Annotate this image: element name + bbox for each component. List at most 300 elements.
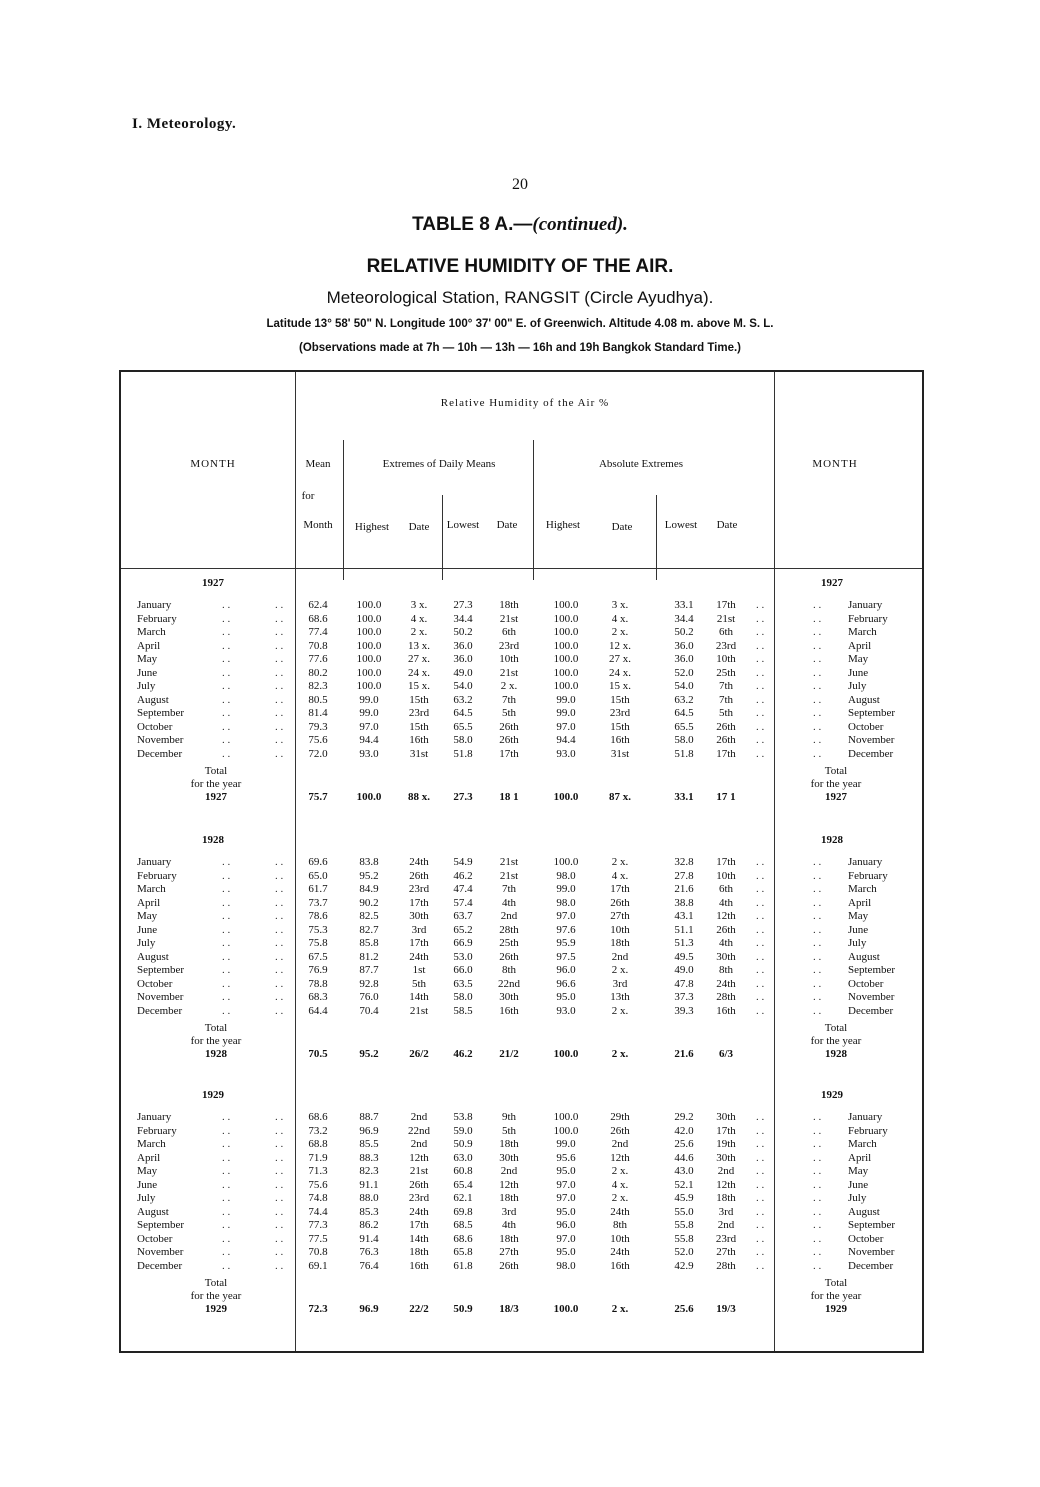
cell-extreme-lowest-date: 30th [499,1151,519,1164]
highest-header: Highest [354,521,390,533]
total-extreme-lowest-date: 18 1 [499,791,519,803]
cell-absolute-lowest-date: 30th [716,1151,736,1164]
dot-leader: . . [275,626,284,638]
cell-extreme-highest: 70.4 [359,1004,379,1017]
dot-leader: . . [756,612,765,625]
dot-leader: . . [756,626,765,638]
cell-extreme-highest-date: 5th [411,977,427,990]
cell-extreme-highest-date: 14th [409,1232,429,1245]
dot-leader: . . [222,1259,231,1272]
cell-absolute-lowest: 52.1 [674,1178,694,1191]
cell-absolute-lowest-date: 28th [716,1259,736,1272]
cell-absolute-highest-date: 12th [610,1151,630,1164]
cell-absolute-lowest: 58.0 [674,734,694,746]
cell-mean: 74.8 [308,1192,328,1204]
month-label-right: June [848,923,869,936]
dot-leader: . . [756,883,765,895]
cell-absolute-highest-date: 2 x. [611,1165,629,1177]
cell-absolute-lowest-date: 26th [716,923,736,936]
month-label: June [137,666,158,679]
dot-leader: . . [813,666,822,679]
month-label: January [137,599,172,611]
dot-leader: . . [756,747,765,760]
cell-extreme-highest: 97.0 [359,720,379,733]
month-label-right: October [848,1232,884,1245]
group-header: Relative Humidity of the Air % [440,397,610,409]
cell-extreme-highest: 100.0 [356,680,382,692]
dot-leader: . . [275,1138,284,1150]
dot-leader: . . [275,923,284,936]
total-mean: 70.5 [308,1048,328,1060]
cell-absolute-lowest-date: 17th [716,1124,736,1137]
cell-absolute-highest-date: 10th [610,923,630,936]
month-label: February [137,869,177,882]
cell-extreme-highest-date: 4 x. [410,612,428,625]
total-year-right: 1928 [825,1048,847,1060]
cell-mean: 69.1 [308,1259,328,1272]
month-label-right: February [848,612,888,625]
total-label: Total [204,1277,228,1289]
cell-extreme-highest: 94.4 [359,734,379,746]
cell-absolute-lowest: 44.6 [674,1151,694,1164]
cell-absolute-lowest-date: 18th [716,1192,736,1204]
cell-absolute-highest-date: 26th [610,896,630,909]
dot-leader: . . [813,653,822,665]
dot-leader: . . [222,1205,231,1218]
month-label: September [137,964,185,976]
cell-extreme-lowest-date: 2nd [500,910,518,922]
month-label: May [137,910,158,922]
dot-leader: . . [756,1205,765,1218]
dot-leader: . . [222,1111,231,1123]
cell-mean: 77.3 [308,1219,328,1231]
month-label: November [137,991,184,1003]
cell-absolute-highest-date: 26th [610,1124,630,1137]
dot-leader: . . [222,599,231,611]
dot-leader: . . [275,950,284,963]
dot-leader: . . [275,910,284,922]
dot-leader: . . [275,1192,284,1204]
cell-absolute-highest: 99.0 [556,883,576,895]
cell-mean: 64.4 [308,1004,328,1017]
table-title [0,214,1040,236]
cell-extreme-lowest: 63.2 [453,693,473,706]
cell-extreme-highest-date: 17th [409,1219,429,1231]
cell-absolute-highest: 98.0 [556,896,576,909]
cell-extreme-lowest-date: 18th [499,1138,519,1150]
dot-leader: . . [813,923,822,936]
cell-extreme-lowest: 62.1 [453,1192,473,1204]
cell-extreme-lowest: 64.5 [453,707,473,719]
cell-extreme-highest: 90.2 [359,896,379,909]
cell-extreme-lowest-date: 21st [499,612,519,625]
dot-leader: . . [756,950,765,963]
dot-leader: . . [756,991,765,1003]
abs-highest-header: Highest [545,519,581,531]
cell-absolute-lowest-date: 17th [716,599,736,611]
dot-leader: . . [222,869,231,882]
cell-extreme-lowest: 49.0 [453,666,473,679]
cell-extreme-highest: 100.0 [356,626,382,638]
cell-absolute-lowest-date: 8th [718,964,734,976]
dot-leader: . . [813,1205,822,1218]
dot-leader: . . [222,1138,231,1150]
cell-extreme-lowest: 58.0 [453,734,473,746]
cell-absolute-lowest-date: 23rd [715,1232,737,1245]
cell-extreme-highest-date: 17th [409,937,429,949]
cell-absolute-highest-date: 2 x. [611,964,629,976]
cell-absolute-highest-date: 2 x. [611,856,629,868]
month-header-right: MONTH [812,458,858,470]
dot-leader: . . [756,964,765,976]
dot-leader: . . [222,1192,231,1204]
dot-leader: . . [756,653,765,665]
cell-absolute-lowest-date: 26th [716,734,736,746]
dot-leader: . . [756,937,765,949]
month-label-right: September [848,964,896,976]
month-label-right: April [848,1151,872,1164]
cell-extreme-highest-date: 22nd [408,1124,430,1137]
cell-extreme-highest-date: 2nd [410,1111,428,1123]
dot-leader: . . [813,1178,822,1191]
dot-leader: . . [756,1246,765,1258]
dot-leader: . . [222,896,231,909]
cell-absolute-highest-date: 12 x. [609,639,631,652]
cell-extreme-highest: 99.0 [359,707,379,719]
month-label-right: February [848,1124,888,1137]
cell-absolute-highest: 95.0 [556,1165,576,1177]
cell-absolute-lowest: 27.8 [674,869,694,882]
cell-extreme-highest-date: 21st [409,1004,429,1017]
year-heading-right: 1929 [821,1089,843,1101]
dot-leader: . . [813,964,822,976]
dot-leader: . . [275,883,284,895]
cell-absolute-lowest-date: 3rd [718,1205,734,1218]
cell-extreme-lowest: 36.0 [453,639,473,652]
cell-extreme-highest: 82.7 [359,923,379,936]
total-label-for-year: for the year [190,778,242,790]
cell-absolute-highest-date: 15th [610,720,630,733]
dot-leader: . . [222,910,231,922]
total-absolute-lowest-date: 6/3 [718,1048,734,1060]
dot-leader: . . [222,653,231,665]
month-label: September [137,1219,185,1231]
dot-leader: . . [756,896,765,909]
cell-absolute-lowest: 36.0 [674,653,694,665]
dot-leader: . . [222,1232,231,1245]
dot-leader: . . [756,599,765,611]
cell-extreme-lowest: 58.0 [453,991,473,1003]
abs-date2-header: Date [716,519,738,531]
cell-absolute-highest-date: 27th [610,910,630,922]
dot-leader: . . [756,1259,765,1272]
total-extreme-highest-date: 22/2 [409,1303,429,1315]
year-heading-left: 1929 [202,1089,224,1101]
cell-extreme-lowest: 46.2 [453,869,473,882]
cell-absolute-lowest-date: 30th [716,1111,736,1123]
cell-extreme-lowest-date: 16th [499,1004,519,1017]
cell-extreme-lowest-date: 18th [499,1232,519,1245]
cell-extreme-lowest-date: 28th [499,923,519,936]
month-label-right: January [848,599,883,611]
cell-extreme-lowest: 63.5 [453,977,473,990]
month-label-right: December [848,1259,894,1272]
cell-absolute-highest-date: 15th [610,693,630,706]
dot-leader: . . [275,747,284,760]
dot-leader: . . [756,720,765,733]
dot-leader: . . [222,856,231,868]
cell-absolute-highest-date: 24th [610,1246,630,1258]
month-label-right: December [848,747,894,760]
cell-extreme-highest: 91.1 [359,1178,379,1191]
page-number: 20 [512,176,528,193]
month-label: December [137,1004,183,1017]
cell-absolute-highest: 100.0 [553,1124,579,1137]
cell-absolute-highest-date: 3 x. [611,599,629,611]
total-label: Total [204,765,228,777]
dot-leader: . . [813,720,822,733]
dot-leader: . . [275,720,284,733]
cell-absolute-highest-date: 4 x. [611,1178,629,1191]
dot-leader: . . [813,1219,822,1231]
cell-extreme-highest: 93.0 [359,747,379,760]
cell-absolute-highest-date: 3rd [612,977,628,990]
month-label: July [137,937,156,949]
cell-extreme-highest-date: 21st [409,1165,429,1177]
location-line: Latitude 13° 58' 50" N. Longitude 100° 37' 00" E. of Greenwich. Altitude 4.08 m. above M. S. L. [266,318,774,330]
dot-leader: . . [813,626,822,638]
cell-extreme-highest-date: 24th [409,856,429,868]
dot-leader: . . [222,626,231,638]
dot-leader: . . [756,693,765,706]
cell-mean: 82.3 [308,680,328,692]
cell-mean: 80.2 [308,666,328,679]
cell-extreme-highest: 87.7 [359,964,379,976]
cell-extreme-lowest: 34.4 [453,612,473,625]
mean-header-2: for [301,490,315,502]
cell-absolute-highest: 94.4 [556,734,576,746]
total-extreme-lowest-date: 18/3 [499,1303,519,1315]
dot-leader: . . [222,883,231,895]
total-extreme-lowest-date: 21/2 [499,1048,519,1060]
total-extreme-highest-date: 88 x. [408,791,430,803]
dot-leader: . . [222,1151,231,1164]
dot-leader: . . [222,1246,231,1258]
dot-leader: . . [756,707,765,719]
cell-absolute-lowest-date: 2nd [717,1165,735,1177]
cell-absolute-highest: 100.0 [553,856,579,868]
dot-leader: . . [222,937,231,949]
dot-leader: . . [813,1124,822,1137]
cell-absolute-highest: 97.0 [556,910,576,922]
cell-absolute-lowest: 51.8 [674,747,694,760]
cell-absolute-lowest-date: 12th [716,910,736,922]
total-absolute-highest: 100.0 [553,791,579,803]
dot-leader: . . [222,747,231,760]
dot-leader: . . [813,937,822,949]
month-label-right: January [848,856,883,868]
month-label: August [137,693,169,706]
dot-leader: . . [275,869,284,882]
dot-leader: . . [222,666,231,679]
month-label-right: June [848,666,869,679]
cell-extreme-lowest-date: 2 x. [500,680,518,692]
month-label: February [137,612,177,625]
cell-extreme-lowest-date: 17th [499,747,519,760]
cell-extreme-highest-date: 24 x. [408,666,430,679]
month-label-right: March [848,883,877,895]
dot-leader: . . [813,639,822,652]
dot-leader: . . [275,693,284,706]
total-absolute-lowest: 21.6 [674,1048,694,1060]
month-label-right: November [848,991,895,1003]
month-label: March [137,1138,166,1150]
cell-mean: 80.5 [308,693,328,706]
cell-mean: 68.6 [308,612,328,625]
month-label: September [137,707,185,719]
cell-mean: 69.6 [308,856,328,868]
month-label-right: October [848,977,884,990]
cell-absolute-highest-date: 16th [610,734,630,746]
cell-extreme-highest-date: 16th [409,1259,429,1272]
total-label-right: Total [824,765,848,777]
cell-extreme-lowest-date: 2nd [500,1165,518,1177]
cell-extreme-highest-date: 31st [409,747,429,760]
dot-leader: . . [275,1124,284,1137]
dot-leader: . . [275,896,284,909]
cell-extreme-highest-date: 14th [409,991,429,1003]
cell-extreme-highest: 96.9 [359,1124,379,1137]
cell-absolute-highest-date: 8th [612,1219,628,1231]
dot-leader: . . [275,856,284,868]
dot-leader: . . [222,991,231,1003]
cell-extreme-highest: 82.3 [359,1165,379,1177]
cell-mean: 81.4 [308,707,328,719]
cell-extreme-lowest: 68.5 [453,1219,473,1231]
cell-absolute-lowest: 34.4 [674,612,694,625]
cell-extreme-highest-date: 13 x. [408,639,430,652]
dot-leader: . . [222,1165,231,1177]
cell-absolute-highest: 100.0 [553,599,579,611]
dot-leader: . . [222,1004,231,1017]
cell-absolute-highest-date: 15 x. [609,680,631,692]
cell-extreme-lowest: 27.3 [453,599,473,611]
dot-leader: . . [222,1178,231,1191]
dot-leader: . . [275,1165,284,1177]
cell-absolute-lowest: 39.3 [674,1004,694,1017]
cell-absolute-lowest-date: 26th [716,720,736,733]
cell-extreme-lowest-date: 22nd [498,977,520,990]
dot-leader: . . [222,612,231,625]
cell-extreme-highest-date: 23rd [408,1192,430,1204]
dot-leader: . . [756,1165,765,1177]
cell-absolute-lowest: 65.5 [674,720,694,733]
month-label-right: September [848,1219,896,1231]
cell-mean: 74.4 [308,1205,328,1218]
absolute-extremes-header: Absolute Extremes [598,458,684,470]
dot-leader: . . [813,1111,822,1123]
cell-extreme-lowest-date: 26th [499,720,519,733]
cell-absolute-highest-date: 10th [610,1232,630,1245]
month-label-right: March [848,1138,877,1150]
dot-leader: . . [813,1192,822,1204]
dot-leader: . . [222,923,231,936]
cell-extreme-highest-date: 2 x. [410,626,428,638]
month-label-right: March [848,626,877,638]
cell-absolute-highest: 95.0 [556,1246,576,1258]
total-absolute-highest: 100.0 [553,1303,579,1315]
cell-absolute-lowest: 33.1 [674,599,694,611]
month-label-right: November [848,1246,895,1258]
dot-leader: . . [756,1124,765,1137]
cell-extreme-lowest-date: 4th [501,1219,517,1231]
table-frame [119,370,924,1353]
cell-extreme-lowest: 66.9 [453,937,473,949]
month-label: July [137,1192,156,1204]
cell-absolute-lowest-date: 4th [718,937,734,949]
month-label: May [137,653,158,665]
cell-extreme-lowest-date: 25th [499,937,519,949]
cell-extreme-highest-date: 2nd [410,1138,428,1150]
cell-mean: 71.9 [308,1151,328,1164]
month-label-right: April [848,896,872,909]
cell-extreme-lowest: 59.0 [453,1124,473,1137]
month-label-right: December [848,1004,894,1017]
cell-extreme-highest-date: 27 x. [408,653,430,665]
cell-mean: 62.4 [308,599,328,611]
cell-absolute-lowest: 64.5 [674,707,694,719]
month-label: July [137,680,156,692]
month-label: December [137,747,183,760]
cell-extreme-lowest: 54.0 [453,680,473,692]
dot-leader: . . [275,937,284,949]
extremes-daily-header: Extremes of Daily Means [382,458,496,470]
cell-absolute-highest: 95.6 [556,1151,576,1164]
month-label-right: May [848,910,869,922]
month-header-left: MONTH [190,458,236,470]
dot-leader: . . [813,1165,822,1177]
month-label-right: July [848,937,867,949]
total-absolute-lowest: 33.1 [674,791,694,803]
cell-absolute-lowest: 25.6 [674,1138,694,1150]
cell-absolute-lowest-date: 6th [718,883,734,895]
cell-extreme-lowest-date: 30th [499,991,519,1003]
cell-absolute-lowest: 49.5 [674,950,694,963]
cell-extreme-highest: 76.0 [359,991,379,1003]
cell-extreme-lowest-date: 6th [501,626,517,638]
cell-mean: 75.6 [308,734,328,746]
cell-absolute-lowest: 63.2 [674,693,694,706]
cell-extreme-lowest-date: 5th [501,707,517,719]
cell-extreme-highest-date: 15th [409,720,429,733]
dot-leader: . . [275,1259,284,1272]
dot-leader: . . [275,991,284,1003]
total-label-right: Total [824,1022,848,1034]
cell-absolute-highest: 99.0 [556,1138,576,1150]
dot-leader: . . [813,1259,822,1272]
cell-extreme-highest: 81.2 [359,950,379,963]
dot-leader: . . [275,964,284,976]
cell-absolute-lowest-date: 12th [716,1178,736,1191]
cell-absolute-highest-date: 17th [610,883,630,895]
total-label-for-year-right: for the year [810,778,862,790]
dot-leader: . . [756,639,765,652]
cell-absolute-lowest: 45.9 [674,1192,694,1204]
cell-extreme-lowest: 65.5 [453,720,473,733]
dot-leader: . . [275,599,284,611]
cell-extreme-lowest-date: 21st [499,869,519,882]
dot-leader: . . [756,1178,765,1191]
